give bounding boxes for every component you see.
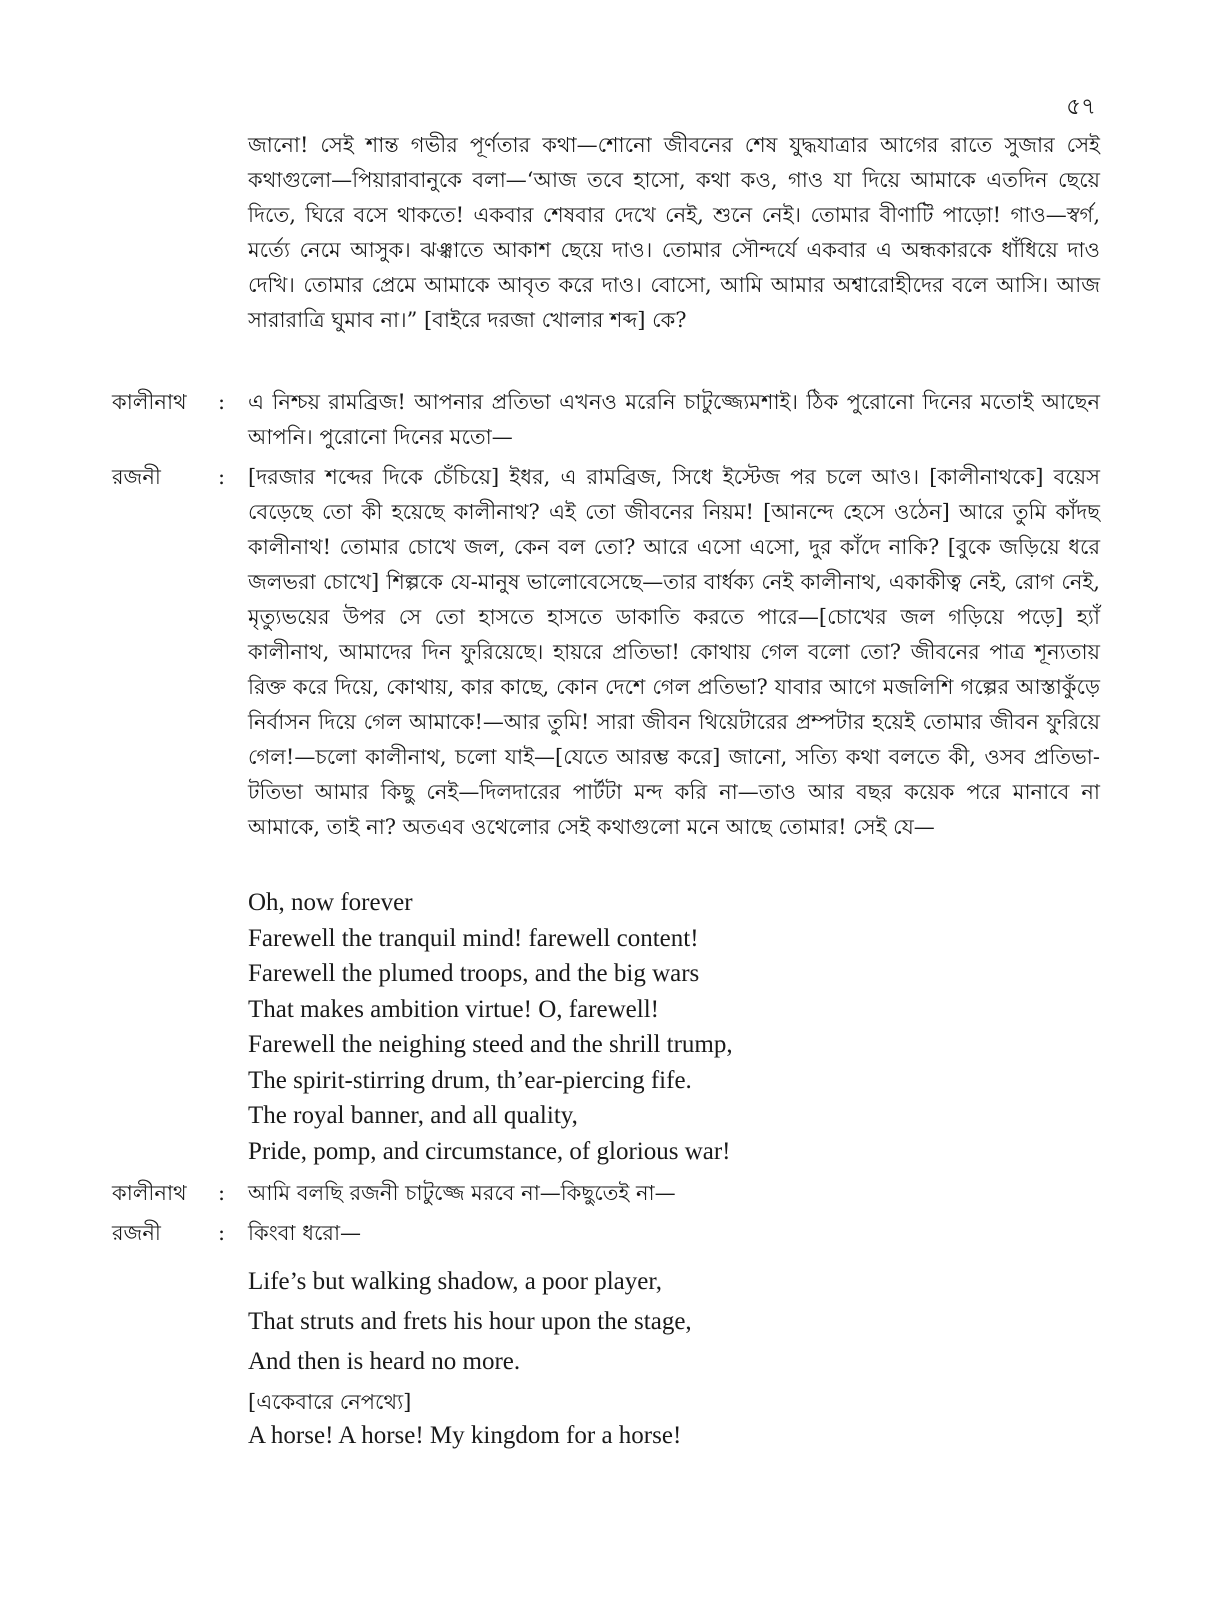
- verse-line: And then is heard no more.: [248, 1348, 521, 1375]
- speaker-name: কালীনাথ: [112, 390, 187, 414]
- verse-line: The royal banner, and all quality,: [248, 1102, 578, 1129]
- verse-line: The spirit-stirring drum, th’ear-piercing fife.: [248, 1066, 692, 1094]
- dialogue-text: আমি বলছি রজনী চাটুজ্জে মরবে না—কিছুতেই না—: [248, 1181, 676, 1205]
- final-verse-line: A horse! A horse! My kingdom for a horse!: [248, 1422, 682, 1449]
- verse-line: Life’s but walking shadow, a poor player,: [248, 1268, 662, 1295]
- speaker-name: কালীনাথ: [112, 1181, 187, 1205]
- speaker-colon: :: [218, 390, 226, 414]
- verse-macbeth: [248, 1262, 1108, 1382]
- speaker-colon: :: [218, 465, 226, 489]
- stage-direction: [একেবারে নেপথ্যে]: [248, 1390, 412, 1414]
- speaker-colon: :: [218, 1221, 226, 1245]
- verse-line: Oh, now forever: [248, 889, 413, 916]
- continued-speech-text: জানো! সেই শান্ত গভীর পূর্ণতার কথা—শোনো জীবনের শেষ যুদ্ধযাত্রার আগের রাতে সুজার সেই কথাগুলো—পিয়ারাবানুকে বলা—‘আজ তবে হাসো, কথা কও, গাও যা দিয়ে আমাকে এতদিন ছেয়ে দিতে, ঘিরে বসে থাকতে! একবার শেষবার দেখে নেই, শুনে নেই। তোমার বীণাটি পাড়ো! গাও—স্বর্গ, মর্ত্যে নেমে আসুক। ঝঞ্ঝাতে আকাশ ছেয়ে দাও। তোমার সৌন্দর্যে একবার এ অন্ধকারকে ধাঁধিয়ে দাও দেখি। তোমার প্রেমে আমাকে আবৃত করে দাও। বোসো, আমি আমার অশ্বারোহীদের বলে আসি। আজ সারারাত্রি ঘুমাব না।” [বাইরে দরজা খোলার শব্দ] কে?: [248, 133, 1100, 332]
- verse-line: Farewell the neighing steed and the shrill trump,: [248, 1031, 733, 1058]
- page-number: ৫৭: [1066, 94, 1096, 120]
- verse-line: That struts and frets his hour upon the stage,: [248, 1308, 692, 1335]
- verse-line: Pride, pomp, and circumstance, of glorious war!: [248, 1137, 731, 1165]
- verse-othello: [248, 885, 1108, 1169]
- speaker-name: রজনী: [112, 1221, 161, 1245]
- dialogue-text: কিংবা ধরো—: [248, 1221, 362, 1245]
- verse-line: That makes ambition virtue! O, farewell!: [248, 995, 659, 1023]
- dialogue-text: [দরজার শব্দের দিকে চেঁচিয়ে] ইধর, এ রামব্রিজ, সিধে ইস্টেজ পর চলে আও। [কালীনাথকে] বয়েস বেড়েছে তো কী হয়েছে কালীনাথ? এই তো জীবনের নিয়ম! [আনন্দে হেসে ওঠেন] আরে তুমি কাঁদছ কালীনাথ! তোমার চোখে জল, কেন বল তো? আরে এসো এসো, দুর কাঁদে নাকি? [বুকে জড়িয়ে ধরে জলভরা চোখে] শিল্পকে যে-মানুষ ভালোবেসেছে—তার বার্ধক্য নেই কালীনাথ, একাকীত্ব নেই, রোগ নেই, মৃত্যুভয়ের উপর সে তো হাসতে হাসতে ডাকাতি করতে পারে—[চোখের জল গড়িয়ে পড়ে] হ্যাঁ কালীনাথ, আমাদের দিন ফুরিয়েছে। হায়রে প্রতিভা! কোথায় গেল বলো তো? জীবনের পাত্র শূন্যতায় রিক্ত করে দিয়ে, কোথায়, কার কাছে, কোন দেশে গেল প্রতিভা? যাবার আগে মজলিশি গল্পের আস্তাকুঁড়ে নির্বাসন দিয়ে গেল আমাকে!—আর তুমি! সারা জীবন থিয়েটারের প্রম্পটার হয়েই তোমার জীবন ফুরিয়ে গেল!—চলো কালীনাথ, চলো যাই—[যেতে আরম্ভ করে] জানো, সত্যি কথা বলতে কী, ওসব প্রতিভা-টতিভা আমার কিছু নেই—দিলদারের পার্টটা মন্দ করি না—তাও আর বছর কয়েক পরে মানাবে না আমাকে, তাই না? অতএব ওথেলোর সেই কথাগুলো মনে আছে তোমার! সেই যে—: [248, 465, 1100, 839]
- dialogue-text: এ নিশ্চয় রামব্রিজ! আপনার প্রতিভা এখনও মরেনি চাটুজ্জ্যেমশাই। ঠিক পুরোনো দিনের মতোই আছেন আপনি। পুরোনো দিনের মতো—: [248, 390, 1100, 449]
- speaker-name: রজনী: [112, 465, 161, 489]
- speaker-colon: :: [218, 1181, 226, 1205]
- verse-line: Farewell the plumed troops, and the big wars: [248, 960, 700, 987]
- verse-line: Farewell the tranquil mind! farewell content!: [248, 924, 699, 952]
